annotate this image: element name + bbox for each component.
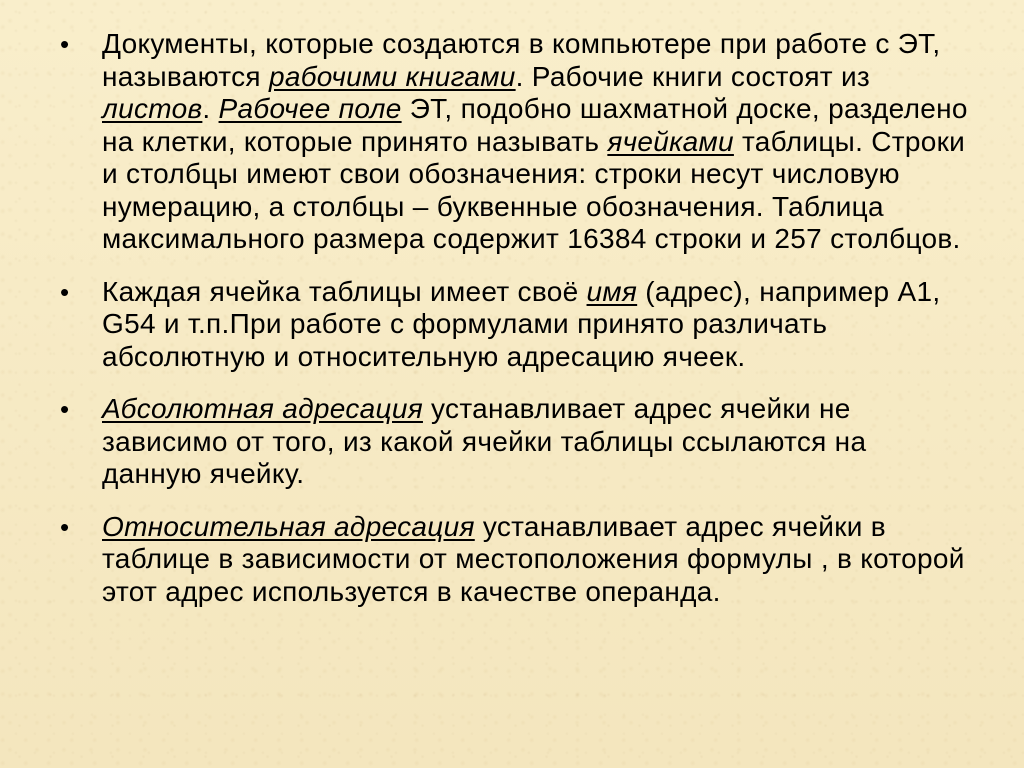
bullet-item-documents — [60, 28, 970, 256]
term-name: имя — [586, 275, 638, 307]
text-segment: Документы, которые создаются в компьютере при работе с ЭТ, называются — [102, 28, 941, 92]
bullet-item-absolute-addressing — [60, 393, 970, 491]
bullet-item-cell-name — [60, 276, 970, 374]
term-workbooks: рабочими книгами — [268, 60, 516, 92]
text-segment: таблицы. Строки и столбцы имеют свои обозначения: строки несут числовую нумерацию, а столбцы – буквенные обозначения. Таблица максимального размера содержит 16384 строки и 257 столбцов. — [102, 125, 966, 254]
term-relative-addressing: Относительная адресация — [102, 510, 475, 542]
bullet-marker: • — [60, 276, 70, 307]
bullet-text — [102, 28, 968, 254]
term-sheets: листов — [102, 93, 203, 124]
bullet-text — [102, 393, 866, 489]
text-segment: устанавливает адрес ячейки не зависимо от того, из какой ячейки таблицы ссылаются на данную ячейку. — [102, 393, 867, 489]
text-segment: . Рабочие книги состоят из — [515, 60, 871, 92]
bullet-marker: • — [60, 394, 70, 424]
bullet-list — [60, 28, 970, 628]
bullet-text — [102, 276, 940, 372]
text-segment: (адрес), например А1, G54 и т.п.При работе с формулами принято различать абсолютную и относительную адресацию ячеек. — [102, 275, 941, 372]
bullet-marker: • — [60, 29, 70, 59]
term-work-area: Рабочее поле — [218, 93, 402, 124]
text-segment: ЭТ, подобно шахматной доске, разделено на клетки, которые принято называть — [102, 93, 968, 157]
bullet-item-relative-addressing — [60, 511, 970, 609]
bullet-marker: • — [60, 511, 70, 542]
text-segment: устанавливает адрес ячейки в таблице в зависимости от местоположения формулы , в которой этот адрес используется в качестве операнда. — [102, 510, 965, 607]
term-cells: ячейками — [607, 125, 734, 157]
bullet-text — [102, 511, 965, 607]
text-segment: Каждая ячейка таблицы имеет своё — [102, 275, 587, 307]
term-absolute-addressing: Абсолютная адресация — [102, 393, 423, 424]
text-segment: . — [202, 93, 219, 124]
